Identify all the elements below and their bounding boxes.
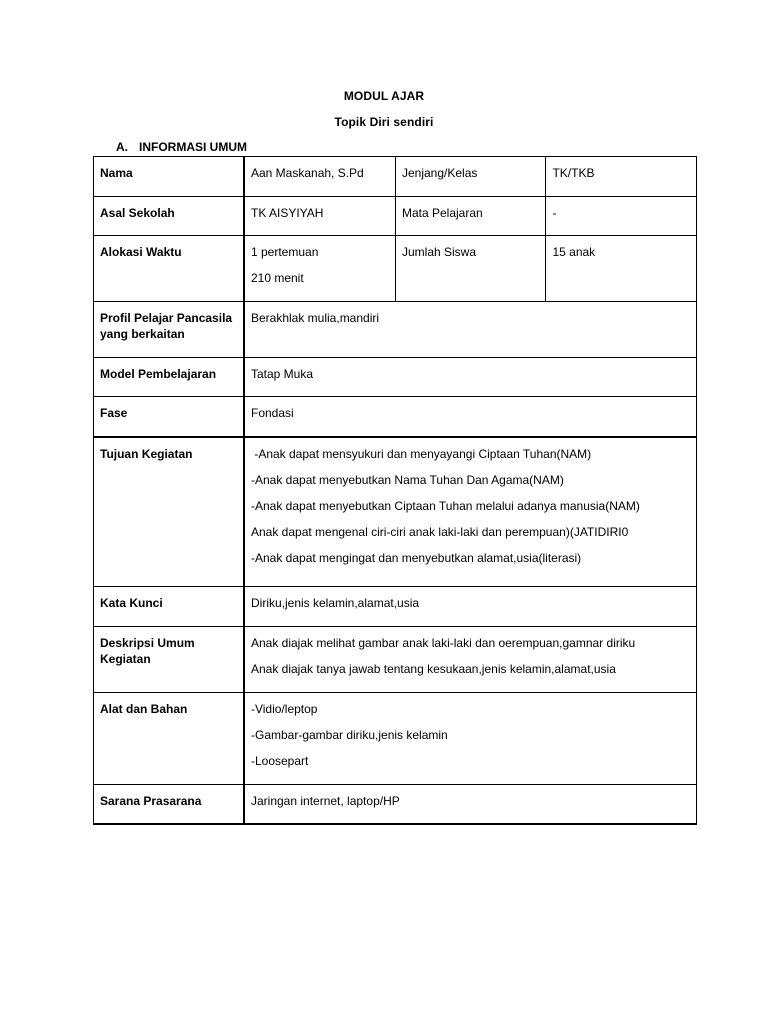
- row-label: Alat dan Bahan: [94, 693, 244, 785]
- table-row-model: [94, 358, 697, 397]
- row-label: Profil Pelajar Pancasila yang berkaitan: [94, 302, 244, 358]
- value-line: Anak diajak melihat gambar anak laki-laki dan oerempuan,gamnar diriku: [250, 636, 636, 650]
- row-label: Asal Sekolah: [94, 197, 244, 236]
- value-line: -Loosepart: [250, 754, 309, 768]
- value-line: Anak dapat mengenal ciri-ciri anak laki-laki dan perempuan)(JATIDIRI0: [250, 524, 629, 539]
- row-value: [244, 437, 697, 587]
- row-label: Sarana Prasarana: [94, 785, 244, 824]
- document-title: MODUL AJAR: [343, 89, 425, 103]
- row-label-secondary: Jumlah Siswa: [395, 236, 545, 302]
- document-subtitle: Topik Diri sendiri: [334, 115, 434, 129]
- section-heading: [116, 140, 247, 154]
- row-label: Kata Kunci: [94, 587, 244, 627]
- row-label: Fase: [94, 397, 244, 437]
- table-row-alat-bahan: [94, 693, 697, 785]
- table-row-profil: [94, 302, 697, 358]
- table-row-tujuan: [94, 437, 697, 587]
- row-value: [244, 627, 697, 693]
- value-line: Anak diajak tanya jawab tentang kesukaan,jenis kelamin,alamat,usia: [250, 662, 616, 676]
- value-line: -Anak dapat mengingat dan menyebutkan alamat,usia(literasi): [250, 550, 582, 565]
- row-value: Aan Maskanah, S.Pd: [244, 157, 396, 197]
- row-value-secondary: 15 anak: [546, 236, 697, 302]
- value-line: -Vidio/leptop: [250, 702, 318, 716]
- row-value: [244, 236, 396, 302]
- row-label: Deskripsi Umum Kegiatan: [94, 627, 244, 693]
- value-line: 210 menit: [250, 271, 304, 285]
- table-row-sarana: [94, 785, 697, 824]
- row-value: TK AISYIYAH: [244, 197, 396, 236]
- row-value: Berakhlak mulia,mandiri: [244, 302, 697, 358]
- value-line: -Anak dapat menyebutkan Nama Tuhan Dan Agama(NAM): [250, 472, 564, 487]
- section-letter: A.: [116, 140, 128, 154]
- row-value: Tatap Muka: [244, 358, 697, 397]
- row-value: Fondasi: [244, 397, 697, 437]
- info-table: [93, 156, 697, 825]
- row-label: Alokasi Waktu: [94, 236, 244, 302]
- row-label-secondary: Jenjang/Kelas: [395, 157, 545, 197]
- row-label: Model Pembelajaran: [94, 358, 244, 397]
- section-title: INFORMASI UMUM: [139, 140, 247, 154]
- table-row-alokasi-waktu: [94, 236, 697, 302]
- row-value-secondary: -: [546, 197, 697, 236]
- value-line: -Anak dapat mensyukuri dan menyayangi Ciptaan Tuhan(NAM): [250, 446, 592, 461]
- row-label: Nama: [94, 157, 244, 197]
- row-label: Tujuan Kegiatan: [94, 437, 244, 587]
- table-row-deskripsi: [94, 627, 697, 693]
- table-row-kata-kunci: [94, 587, 697, 627]
- table-row-asal-sekolah: [94, 197, 697, 236]
- value-line: 1 pertemuan: [250, 245, 319, 259]
- row-label-secondary: Mata Pelajaran: [395, 197, 545, 236]
- row-value-secondary: TK/TKB: [546, 157, 697, 197]
- value-line: -Gambar-gambar diriku,jenis kelamin: [250, 728, 448, 742]
- table-row-fase: [94, 397, 697, 437]
- table-row-nama: [94, 157, 697, 197]
- row-value: [244, 693, 697, 785]
- row-value: Jaringan internet, laptop/HP: [244, 785, 697, 824]
- value-line: -Anak dapat menyebutkan Ciptaan Tuhan melalui adanya manusia(NAM): [250, 498, 640, 513]
- row-value: Diriku,jenis kelamin,alamat,usia: [244, 587, 697, 627]
